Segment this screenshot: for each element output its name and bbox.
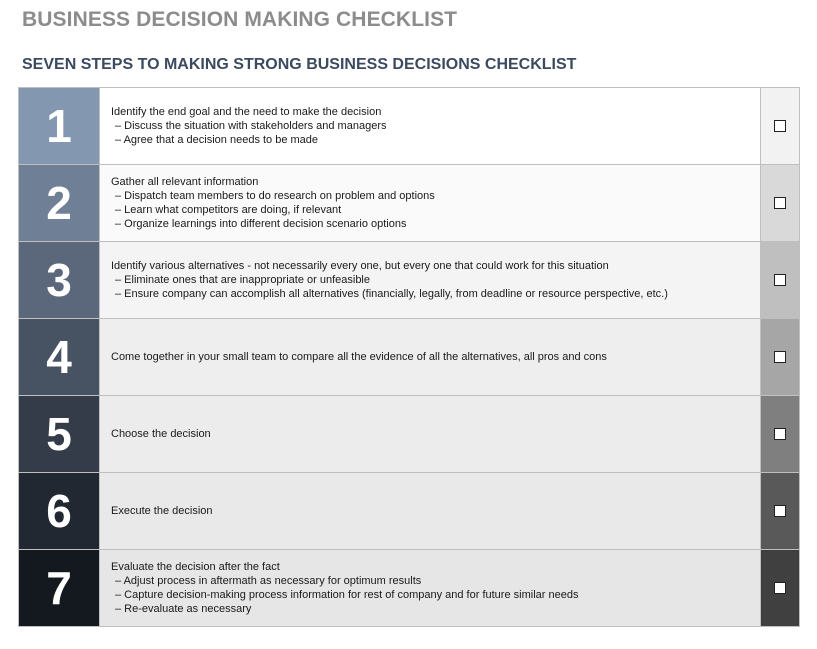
step-subitem: – Agree that a decision needs to be made — [115, 134, 319, 146]
step-heading: Evaluate the decision after the fact — [111, 561, 280, 573]
step-description — [99, 319, 760, 395]
step-description — [99, 396, 760, 472]
step-row — [18, 88, 800, 165]
step-description — [99, 165, 760, 241]
checklist-table — [18, 87, 800, 627]
step-subitem: – Organize learnings into different decision scenario options — [115, 218, 407, 230]
step-description — [99, 550, 760, 626]
step-checkbox-cell — [760, 396, 800, 472]
step-heading: Come together in your small team to compare all the evidence of all the alternatives, all pros and cons — [111, 351, 607, 363]
step-heading: Choose the decision — [111, 428, 211, 440]
step-number: 6 — [18, 473, 99, 549]
step-checkbox-cell — [760, 88, 800, 164]
step-subitem: – Discuss the situation with stakeholders and managers — [115, 120, 387, 132]
step-number: 4 — [18, 319, 99, 395]
step-checkbox[interactable] — [774, 428, 786, 440]
step-heading: Execute the decision — [111, 505, 213, 517]
step-description — [99, 242, 760, 318]
step-subitem: – Re-evaluate as necessary — [115, 603, 252, 615]
step-checkbox-cell — [760, 319, 800, 395]
step-checkbox-cell — [760, 165, 800, 241]
step-checkbox[interactable] — [774, 120, 786, 132]
step-heading: Gather all relevant information — [111, 176, 259, 188]
step-checkbox[interactable] — [774, 197, 786, 209]
step-number: 3 — [18, 242, 99, 318]
step-row — [18, 319, 800, 396]
step-subitem: – Dispatch team members to do research on problem and options — [115, 190, 435, 202]
step-checkbox-cell — [760, 473, 800, 549]
step-description — [99, 88, 760, 164]
step-subitem: – Capture decision-making process information for rest of company and for future similar needs — [115, 589, 579, 601]
page-title: BUSINESS DECISION MAKING CHECKLIST — [22, 8, 458, 31]
step-row — [18, 550, 800, 627]
step-row — [18, 396, 800, 473]
step-heading: Identify various alternatives - not necessarily every one, but every one that could work for this situation — [111, 260, 609, 272]
step-row — [18, 165, 800, 242]
step-number: 2 — [18, 165, 99, 241]
step-checkbox[interactable] — [774, 351, 786, 363]
step-checkbox[interactable] — [774, 505, 786, 517]
step-number: 5 — [18, 396, 99, 472]
step-subitem: – Ensure company can accomplish all alternatives (financially, legally, from deadline or resource perspective, etc.) — [115, 288, 668, 300]
step-subitem: – Adjust process in aftermath as necessary for optimum results — [115, 575, 422, 587]
step-checkbox-cell — [760, 550, 800, 626]
step-number: 1 — [18, 88, 99, 164]
step-checkbox[interactable] — [774, 274, 786, 286]
step-description — [99, 473, 760, 549]
step-heading: Identify the end goal and the need to make the decision — [111, 106, 382, 118]
step-checkbox-cell — [760, 242, 800, 318]
step-number: 7 — [18, 550, 99, 626]
step-row — [18, 473, 800, 550]
step-row — [18, 242, 800, 319]
step-subitem: – Eliminate ones that are inappropriate or unfeasible — [115, 274, 370, 286]
checklist-subtitle: SEVEN STEPS TO MAKING STRONG BUSINESS DECISIONS CHECKLIST — [22, 56, 577, 73]
step-checkbox[interactable] — [774, 582, 786, 594]
step-subitem: – Learn what competitors are doing, if relevant — [115, 204, 342, 216]
